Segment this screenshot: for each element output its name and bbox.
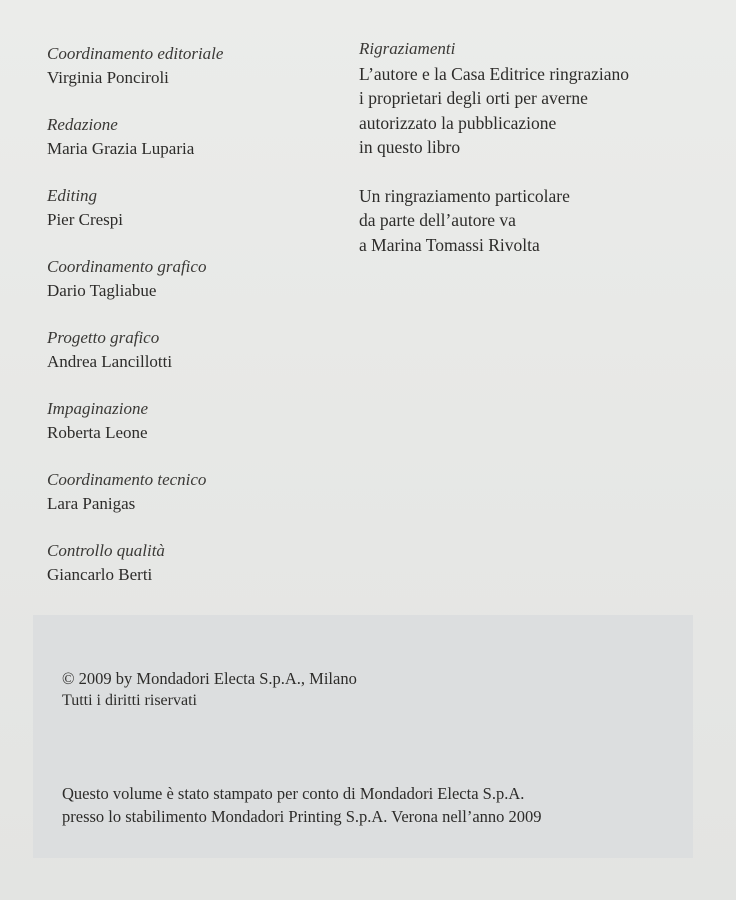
credit-entry bbox=[47, 42, 337, 90]
credit-entry bbox=[47, 184, 337, 232]
credit-name: Pier Crespi bbox=[47, 210, 124, 229]
credit-name: Dario Tagliabue bbox=[47, 281, 157, 300]
printing-line: Questo volume è stato stampato per conto di Mondadori Electa S.p.A. bbox=[62, 784, 525, 803]
paragraph-spacer bbox=[359, 160, 709, 184]
printing-block bbox=[62, 782, 682, 828]
acknowledgement-line: i proprietari degli orti per averne bbox=[359, 88, 588, 108]
copyright-block bbox=[62, 667, 662, 712]
credit-role: Redazione bbox=[47, 115, 118, 134]
credit-entry bbox=[47, 539, 337, 587]
credit-role: Coordinamento tecnico bbox=[47, 470, 207, 489]
credit-role: Coordinamento grafico bbox=[47, 257, 207, 276]
acknowledgements bbox=[359, 37, 709, 257]
credit-name: Virginia Ponciroli bbox=[47, 68, 169, 87]
credit-name: Andrea Lancillotti bbox=[47, 352, 173, 371]
acknowledgement-line: L’autore e la Casa Editrice ringraziano bbox=[359, 63, 629, 84]
acknowledgement-line: in questo libro bbox=[359, 137, 461, 157]
credit-entry bbox=[47, 113, 337, 161]
copyright-line: © 2009 by Mondadori Electa S.p.A., Milano bbox=[62, 669, 357, 688]
credit-role: Progetto grafico bbox=[47, 328, 160, 347]
credit-entry bbox=[47, 468, 337, 516]
rights-line: Tutti i diritti riservati bbox=[62, 692, 197, 709]
printing-line: presso lo stabilimento Mondadori Printing S.p.A. Verona nell’anno 2009 bbox=[62, 807, 542, 826]
credit-role: Impaginazione bbox=[47, 399, 149, 418]
acknowledgement-line: a Marina Tomassi Rivolta bbox=[359, 234, 540, 255]
acknowledgement-line: Un ringraziamento particolare bbox=[359, 185, 570, 206]
credit-name: Lara Panigas bbox=[47, 494, 136, 513]
credit-entry bbox=[47, 326, 337, 374]
credit-entry bbox=[47, 255, 337, 303]
acknowledgement-line: autorizzato la pubblicazione bbox=[359, 112, 557, 133]
credit-name: Maria Grazia Luparia bbox=[47, 139, 195, 158]
credit-entry bbox=[47, 397, 337, 445]
legal-notice-box bbox=[33, 615, 693, 858]
credit-role: Coordinamento editoriale bbox=[47, 44, 224, 63]
credit-role: Controllo qualità bbox=[47, 541, 165, 560]
acknowledgements-title: Rigraziamenti bbox=[359, 39, 456, 58]
credits-list bbox=[47, 42, 337, 610]
acknowledgement-line: da parte dell’autore va bbox=[359, 210, 516, 230]
credit-name: Giancarlo Berti bbox=[47, 565, 153, 584]
credit-role: Editing bbox=[47, 186, 98, 205]
credit-name: Roberta Leone bbox=[47, 423, 148, 442]
